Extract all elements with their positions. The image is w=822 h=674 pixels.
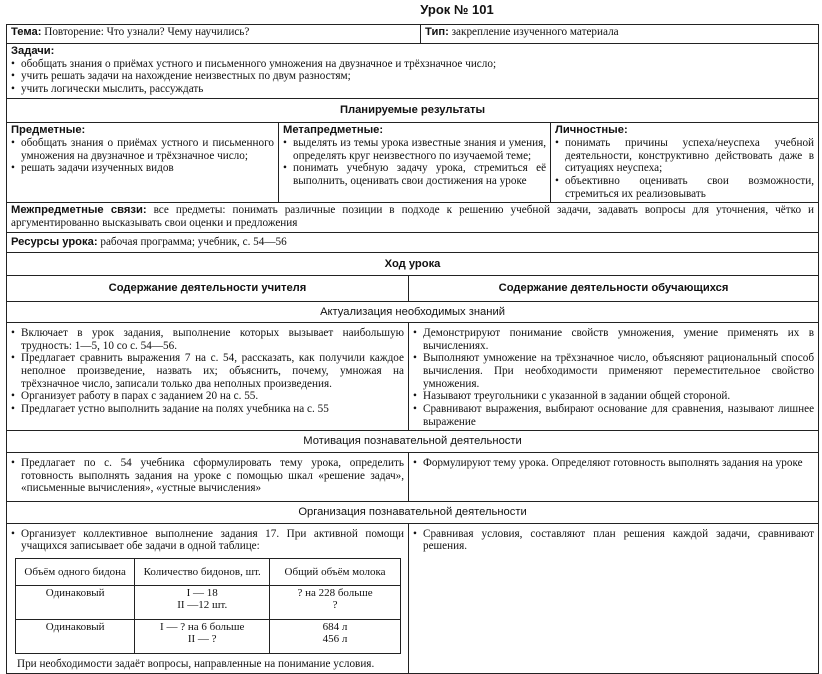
links-value: все предметы: понимать различные позиции в подходе к решению учебной задачи, задавать вопросы для уточнения, чётко и аргументированно высказывать свои оценки и предложения <box>11 204 815 229</box>
stage-title: Организация познавательной деятельности <box>7 502 819 524</box>
teacher-activity-cell <box>7 523 409 673</box>
stage-row <box>7 523 819 673</box>
resources-cell <box>7 232 819 253</box>
task-table-cell <box>270 620 401 654</box>
students-activity-cell <box>409 323 819 431</box>
list-item: • Включает в урок задания, выполнение которых вызывает наибольшую трудность: 1—5, 10 со с. 54—56. <box>11 327 404 352</box>
teacher-column-header: Содержание деятельности учителя <box>7 275 409 301</box>
tasks-cell <box>7 44 819 99</box>
list-item: • обобщать знания о приёмах устного и письменного умножения на двузначное и трёхзначное число; <box>11 137 274 162</box>
theme-label: Тема: <box>11 26 42 38</box>
list-item: • объективно оценивать свои возможности, стремиться их реализовывать <box>555 175 814 200</box>
tasks-label: Задачи: <box>11 45 55 57</box>
list-item: • Предлагает по с. 54 учебника сформулировать тему урока, определить готовность выполнять задания на уроке с помощью шкал «решение задач», «письменные вычисления», «устные вычисления» <box>11 457 404 495</box>
meta-label: Метапредметные: <box>283 124 384 137</box>
results-row <box>7 123 819 203</box>
list-item: • Сравнивают выражения, выбирают основание для сравнения, называют лишнее выражение <box>413 403 814 428</box>
students-activity-list <box>413 528 814 553</box>
list-item: • понимать причины успеха/неуспеха учебной деятельности, конструктивно действовать даже в ситуациях неуспеха; <box>555 137 814 175</box>
resources-row <box>7 232 819 253</box>
lesson-title: Урок № 101 <box>420 2 494 17</box>
students-activity-cell <box>409 453 819 502</box>
list-item: • Демонстрируют понимание свойств умножения, умение применять их в вычислениях. <box>413 327 814 352</box>
table-row <box>16 586 401 620</box>
after-table-text: При необходимости задаёт вопросы, направленные на понимание условия. <box>17 658 375 670</box>
task-table-cell <box>270 586 401 620</box>
meta-results-cell <box>279 123 551 203</box>
personal-results-cell <box>551 123 819 203</box>
stage-title: Актуализация необходимых знаний <box>7 301 819 323</box>
personal-label: Личностные: <box>555 124 628 137</box>
task-table-line: ? на 228 больше <box>297 587 373 599</box>
task-table-cell <box>135 586 270 620</box>
stage-title-row <box>7 301 819 323</box>
tasks-list <box>11 58 814 96</box>
type-cell <box>421 25 819 44</box>
students-activity-list <box>413 327 814 428</box>
students-column-header: Содержание деятельности обучающихся <box>409 275 819 301</box>
subject-label: Предметные: <box>11 124 86 137</box>
task-table-line: I — 18 <box>186 587 218 599</box>
stage-row <box>7 453 819 502</box>
list-item: • Предлагает сравнить выражения 7 на с. 54, рассказать, как получили каждое неполное произведение, назвать их; объяснить, почему, умножая на трёхзначное число, записали только два неполных произведения. <box>11 352 404 390</box>
course-title: Ход урока <box>7 253 819 276</box>
tasks-row <box>7 44 819 99</box>
list-item: • выделять из темы урока известные знания и умения, определять круг неизвестного по изучаемой теме; <box>283 137 546 162</box>
task-table-line: 456 л <box>322 633 348 646</box>
personal-list <box>555 137 814 200</box>
resources-label: Ресурсы урока: <box>11 235 98 248</box>
stage-title: Мотивация познавательной деятельности <box>7 431 819 453</box>
task-table <box>15 558 401 654</box>
task-table-header: Общий объём молока <box>270 559 401 586</box>
students-activity-list <box>413 457 814 470</box>
theme-cell <box>7 25 421 44</box>
students-activity-cell <box>409 523 819 673</box>
links-row <box>7 203 819 232</box>
table-row <box>16 620 401 654</box>
list-item: • Сравнивая условия, составляют план решения каждой задачи, сравнивают решения. <box>413 528 814 553</box>
type-label: Тип: <box>425 26 449 38</box>
planned-results-row <box>7 98 819 123</box>
task-table-header: Объём одного бидона <box>16 559 135 586</box>
list-item: • решать задачи изученных видов <box>11 162 274 175</box>
planned-results-title: Планируемые результаты <box>7 98 819 123</box>
task-table-line: II —12 шт. <box>177 599 228 612</box>
type-value: закрепление изученного материала <box>451 26 619 38</box>
course-row <box>7 253 819 276</box>
list-item: • учить решать задачи на нахождение неизвестных по двум разностям; <box>11 70 814 83</box>
resources-value: рабочая программа; учебник, с. 54—56 <box>100 235 287 248</box>
task-table-cell <box>135 620 270 654</box>
teacher-activity-cell <box>7 323 409 431</box>
task-table-cell: Одинаковый <box>16 620 135 654</box>
task-table-header-row <box>16 559 401 586</box>
teacher-activity-list <box>11 327 404 416</box>
meta-list <box>283 137 546 188</box>
task-table-line: 684 л <box>322 621 348 633</box>
subject-results-cell <box>7 123 279 203</box>
teacher-activity-cell <box>7 453 409 502</box>
task-table-cell: Одинаковый <box>16 586 135 620</box>
task-table-header: Количество бидонов, шт. <box>135 559 270 586</box>
stage-title-row <box>7 502 819 524</box>
list-item: • Организует работу в парах с заданием 20 на с. 55. <box>11 390 404 403</box>
list-item: • Формулируют тему урока. Определяют готовность выполнять задания на уроке <box>413 457 814 470</box>
lesson-plan-table <box>6 24 819 674</box>
list-item: • обобщать знания о приёмах устного и письменного умножения на двузначное и трёхзначное число; <box>11 58 814 71</box>
list-item: • Предлагает устно выполнить задание на полях учебника на с. 55 <box>11 403 404 416</box>
links-cell <box>7 203 819 232</box>
links-label: Межпредметные связи: <box>11 204 147 217</box>
list-item: • Выполняют умножение на трёхзначное число, объясняют рациональный способ вычисления. При необходимости применяют переместительное свойство умножения. <box>413 352 814 390</box>
columns-row <box>7 275 819 301</box>
teacher-activity-list <box>11 528 404 553</box>
stage-row <box>7 323 819 431</box>
task-table-line: II — ? <box>187 633 217 646</box>
stage-title-row <box>7 431 819 453</box>
list-item: • учить логически мыслить, рассуждать <box>11 83 814 96</box>
list-item: • Организует коллективное выполнение задания 17. При активной помощи учащихся записывает обе задачи в одной таблице: <box>11 528 404 553</box>
task-table-line: I — ? на 6 больше <box>160 621 245 633</box>
task-table-line: ? <box>332 599 338 612</box>
subject-list <box>11 137 274 175</box>
theme-value: Повторение: Что узнали? Чему научились? <box>44 26 250 38</box>
teacher-activity-list <box>11 457 404 495</box>
list-item: • понимать учебную задачу урока, стремиться её выполнить, оценивать свои достижения на уроке <box>283 162 546 187</box>
list-item: • Называют треугольники с указанной в задании общей стороной. <box>413 390 814 403</box>
theme-row <box>7 25 819 44</box>
